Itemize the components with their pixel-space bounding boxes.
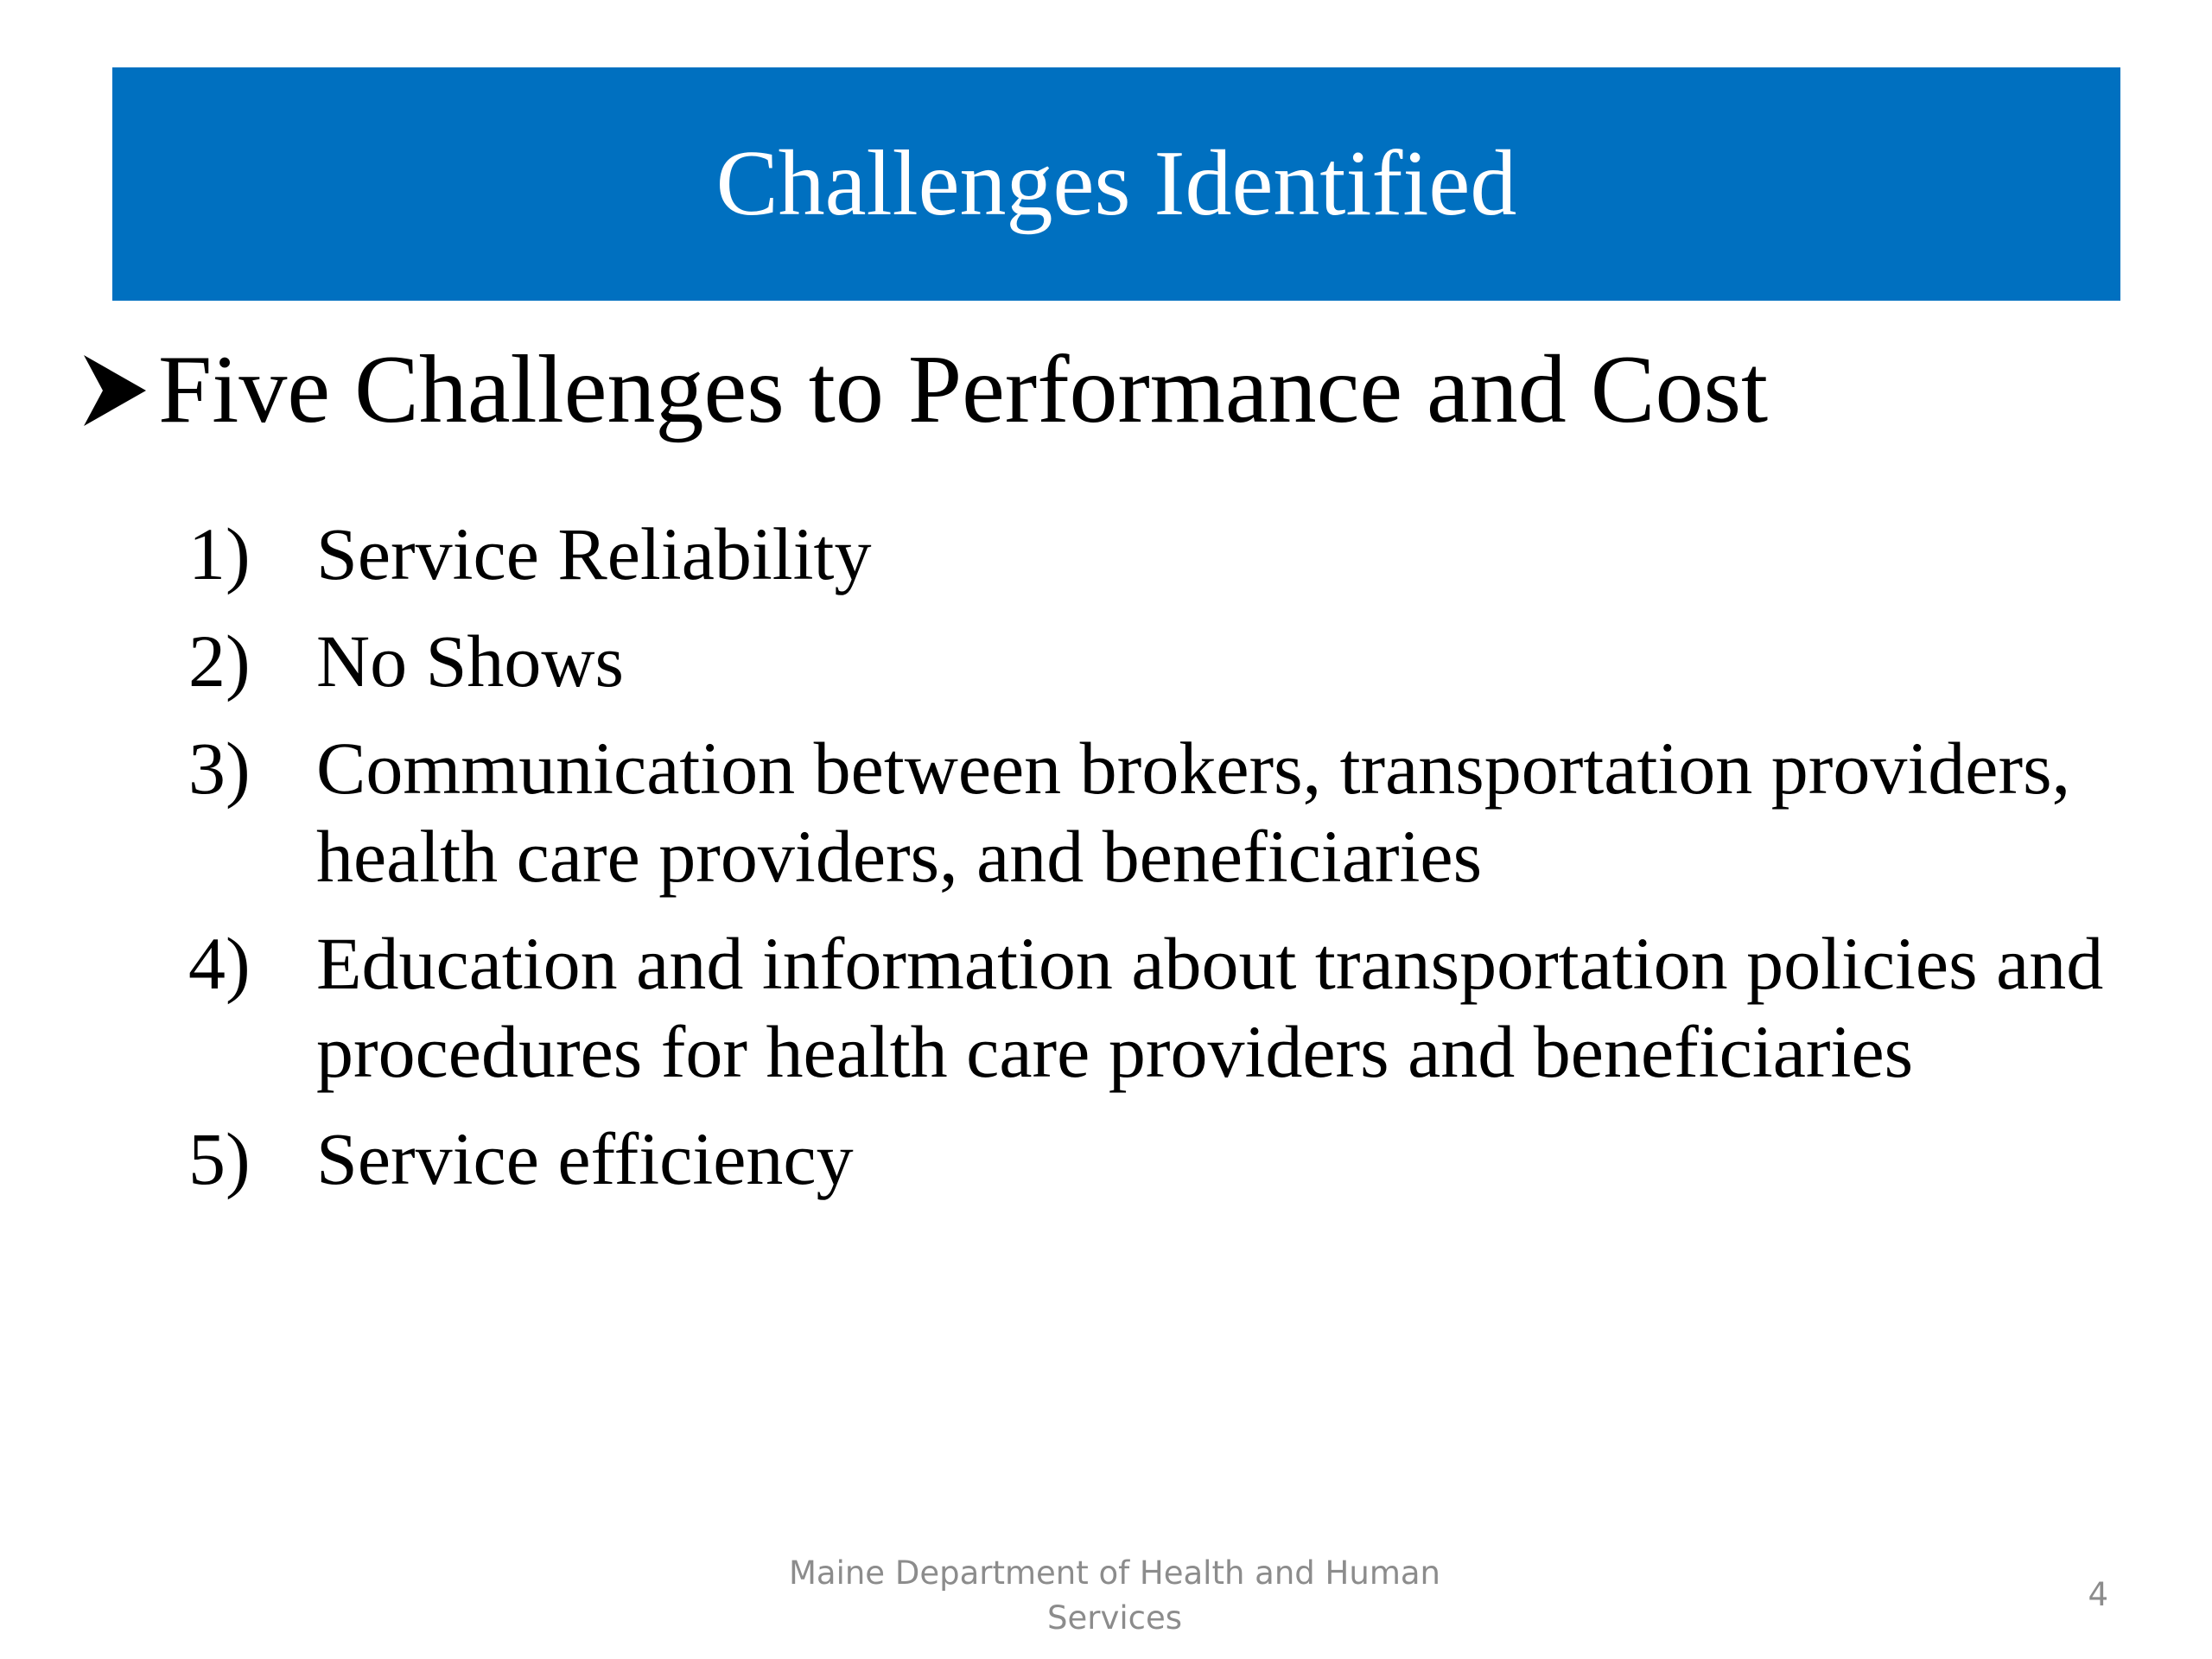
list-item-number: 3) — [188, 727, 251, 810]
list-item — [188, 724, 2133, 900]
list-item — [188, 1115, 2133, 1203]
challenge-list — [188, 510, 2133, 1222]
list-item-number: 2) — [188, 620, 251, 702]
list-item-text: No Shows — [316, 620, 625, 702]
list-item — [188, 510, 2133, 598]
page-number: 4 — [2088, 1576, 2108, 1613]
list-item-text: Education and information about transportation policies and procedures for health care providers and beneficiaries — [316, 922, 2104, 1093]
list-item — [188, 919, 2133, 1096]
main-bullet-text: Five Challenges to Performance and Cost — [158, 336, 1769, 443]
footer-organization: Maine Department of Health and Human Services — [788, 1554, 1440, 1637]
list-item-number: 1) — [188, 512, 251, 595]
list-item-text: Service Reliability — [316, 512, 872, 595]
list-item-text: Service efficiency — [316, 1117, 854, 1200]
slide-title: Challenges Identified — [715, 132, 1517, 235]
list-item-number: 5) — [188, 1117, 251, 1200]
list-item-text: Communication between brokers, transportation providers, health care providers, and beneficiaries — [316, 727, 2071, 898]
main-bullet — [82, 337, 1768, 443]
title-banner — [112, 67, 2120, 301]
list-item — [188, 617, 2133, 705]
list-item-number: 4) — [188, 922, 251, 1005]
arrowhead-icon — [82, 352, 148, 429]
